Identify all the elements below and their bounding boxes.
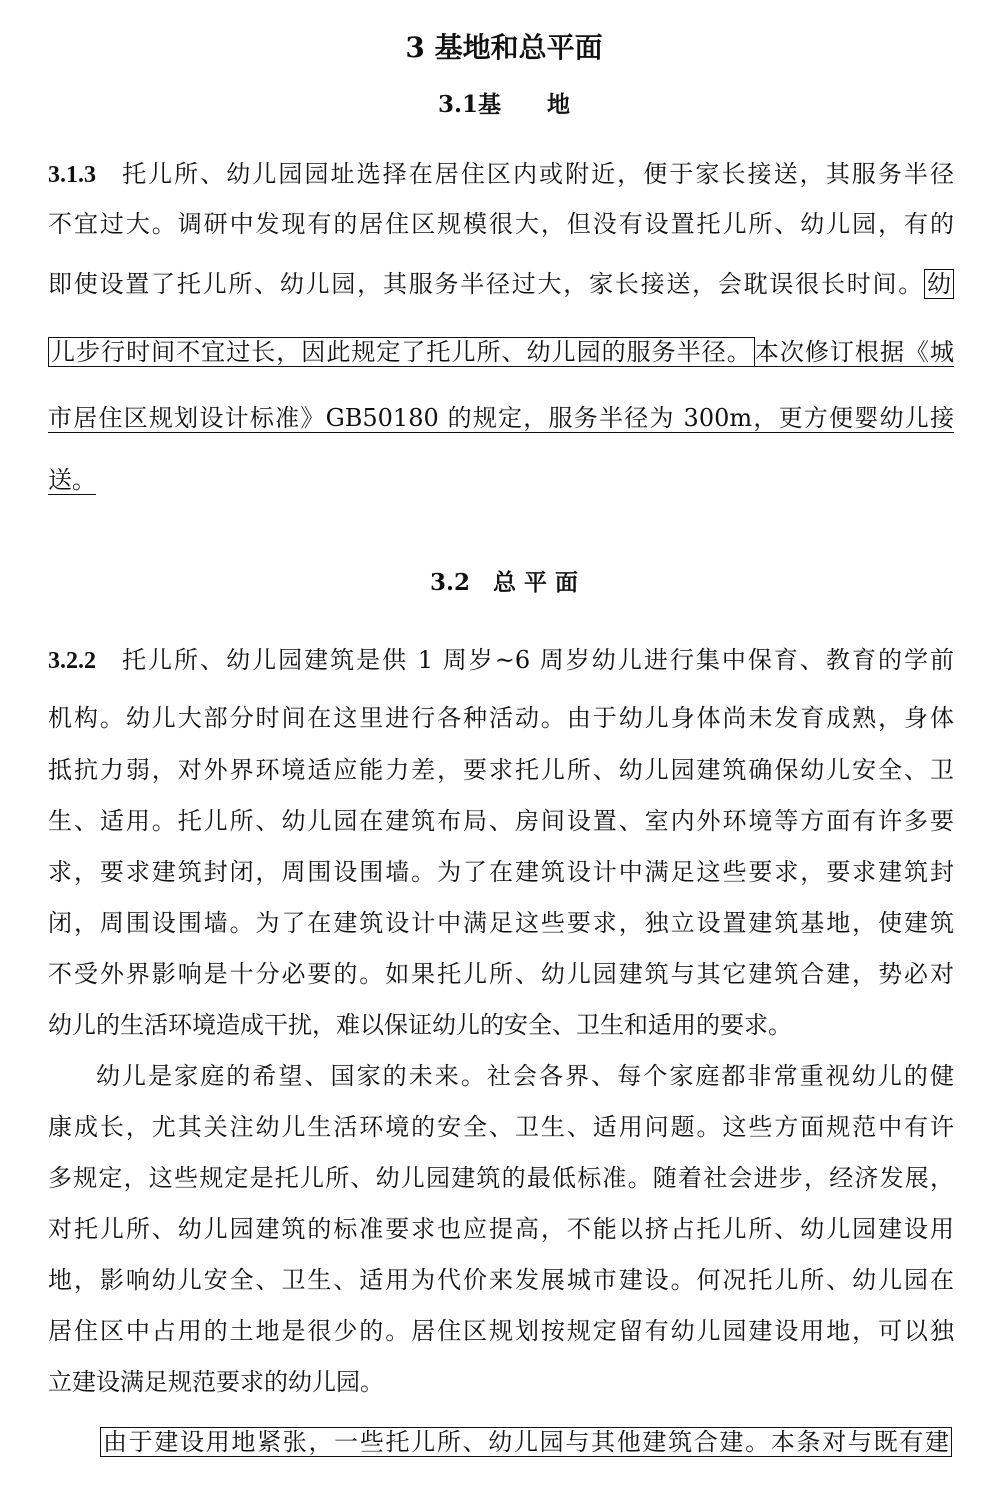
text-run: 居住区中占用的土地是很少的。居住区规划按规定留有幼儿园建设用地，可以独 [48,1317,954,1345]
text-run: 托儿所、幼儿园建筑是供 1 周岁~6 周岁幼儿进行集中保育、教育的学前 [120,646,954,674]
text-run: 生、适用。托儿所、幼儿园在建筑布局、房间设置、室内外环境等方面有许多要 [48,807,954,835]
text-run: 幼儿的生活环境造成干扰，难以保证幼儿的安全、卫生和适用的要求。 [48,1011,792,1039]
text-run: 抵抗力弱，对外界环境适应能力差，要求托儿所、幼儿园建筑确保幼儿安全、卫 [48,756,954,784]
text-run: 求，要求建筑封闭，周围设围墙。为了在建筑设计中满足这些要求，要求建筑封 [48,858,954,886]
paragraph-2-line-6 [48,1313,954,1349]
text-run: 机构。幼儿大部分时间在这里进行各种活动。由于幼儿身体尚未发育成熟，身体 [48,704,954,732]
paragraph-3-line-1 [100,1424,952,1460]
underlined-text: 市居住区规划设计标准》GB50180 的规定，服务半径为 300m，更方便婴幼儿接 [48,404,954,432]
paragraph-1-line-6 [48,905,954,941]
paragraph-2-line-2 [48,1109,954,1145]
underlined-text: 送。 [48,466,96,494]
clause-number: 3.1.3 [48,162,96,188]
paragraph-2-line-1 [48,1058,954,1094]
text-run: 即使设置了托儿所、幼儿园，其服务半径过大，家长接送，会耽误很长时间。 [48,270,924,298]
text-run: 幼儿是家庭的希望、国家的未来。社会各界、每个家庭都非常重视幼儿的健 [96,1062,954,1090]
text-run: 康成长，尤其关注幼儿生活环境的安全、卫生、适用问题。这些方面规范中有许 [48,1113,954,1141]
boxed-text: 幼 [924,269,954,299]
text-run: 地，影响幼儿安全、卫生、适用为代价来发展城市建设。何况托儿所、幼儿园在 [48,1266,954,1294]
boxed-text: 由于建设用地紧张，一些托儿所、幼儿园与其他建筑合建。本条对与既有建 [100,1427,952,1457]
text-run: 多规定，这些规定是托儿所、幼儿园建筑的最低标准。随着社会进步，经济发展， [48,1164,954,1192]
clause-number: 3.2.2 [48,648,96,674]
paragraph-2-line-5 [48,1262,954,1298]
paragraph-1-line-8 [48,1007,954,1043]
paragraph-2-line-3 [48,1160,954,1196]
text-run: 对托儿所、幼儿园建筑的标准要求也应提高，不能以挤占托儿所、幼儿园建设用 [48,1215,954,1243]
paragraph-2-line-7 [48,1364,954,1400]
section-heading-3-2: 3.2 总 平 面 [429,569,579,596]
paragraph-1-line-2 [48,700,954,736]
paragraph-1-line-4 [48,803,954,839]
text-run: 不宜过大。调研中发现有的居住区规模很大，但没有设置托儿所、幼儿园，有的 [48,210,954,238]
clause-3-1-3-line-2 [48,206,954,242]
section-heading-3-1: 3.1基 地 [437,91,570,118]
paragraph-2-line-4 [48,1211,954,1247]
paragraph-1-line-3 [48,752,954,788]
text-run: 托儿所、幼儿园园址选择在居住区内或附近，便于家长接送，其服务半径 [120,160,954,188]
page-title: 3 基地和总平面 [405,31,603,64]
clause-3-1-3-line-1 [48,156,954,193]
clause-3-2-2-line-1 [48,642,954,679]
clause-3-1-3-line-5 [48,400,954,436]
paragraph-1-line-5 [48,854,954,890]
boxed-text: 儿步行时间不宜过长，因此规定了托儿所、幼儿园的服务半径。 [48,337,755,367]
text-run: 不受外界影响是十分必要的。如果托儿所、幼儿园建筑与其它建筑合建，势必对 [48,960,954,988]
text-run: 闭，周围设围墙。为了在建筑设计中满足这些要求，独立设置建筑基地，使建筑 [48,909,954,937]
clause-3-1-3-line-4 [48,334,954,370]
clause-3-1-3-line-6 [48,462,954,498]
text-run: 立建设满足规范要求的幼儿园。 [48,1368,384,1396]
underlined-text: 本次修订根据《城 [754,338,955,366]
paragraph-1-line-7 [48,956,954,992]
clause-3-1-3-line-3 [48,266,954,302]
